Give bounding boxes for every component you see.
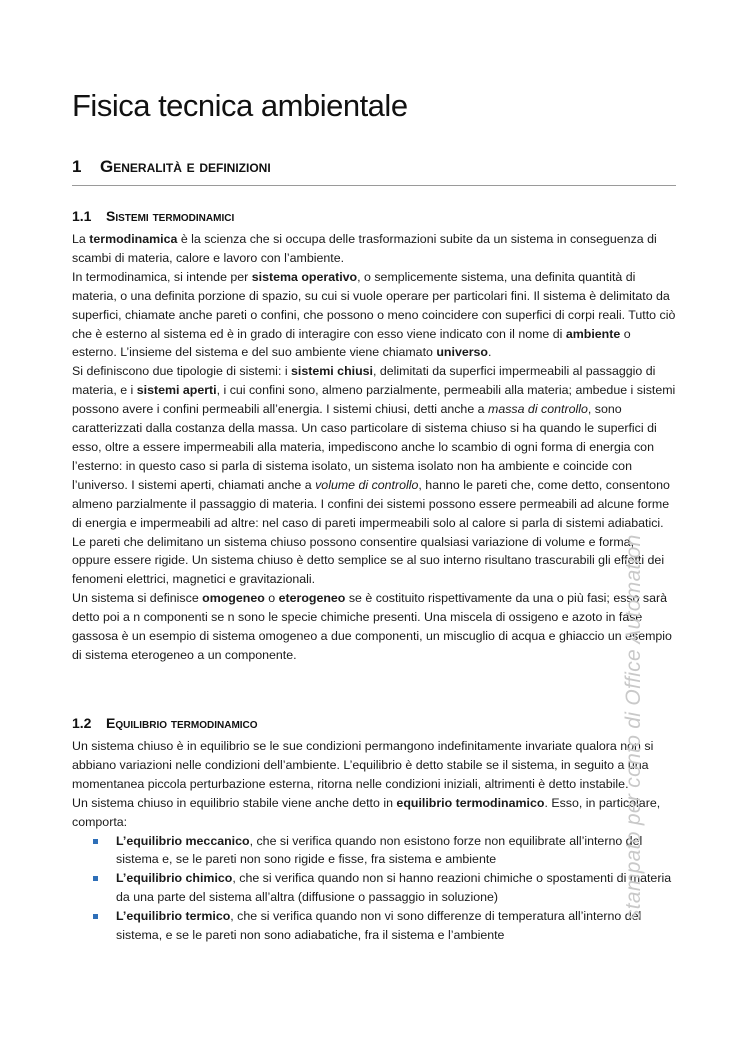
- bold-term: ambiente: [565, 326, 621, 341]
- text-run: Un sistema chiuso in equilibrio stabile viene anche detto in: [72, 795, 397, 810]
- text-run: , che si verifica quando non esistono forze non equilibrate all’interno del sistema e, se le pareti non sono rigide e fisse, fra sistema e ambiente: [116, 833, 643, 867]
- section-1-2-heading: [72, 715, 258, 731]
- square-bullet-icon: [93, 914, 98, 919]
- paragraph: [72, 589, 676, 665]
- bold-term: sistema operativo: [251, 269, 358, 284]
- section-1-1-heading: [72, 208, 234, 224]
- bold-term: L’equilibrio meccanico: [116, 833, 250, 848]
- text-run: , o semplicemente sistema, una definita quantità di materia, o una definita porzione di spazio, su cui si vuole operare per particolari fini. Il sistema è delimitato da superfici, chiamate anche pareti o confini, che possono o meno coincidere con superfici di corpi reali. Tutto ciò che è esterno al sistema ed è in grado di interagire con esso viene indicato con il nome di: [72, 269, 676, 341]
- section-1-title: Generalità e definizioni: [100, 157, 271, 176]
- text-run: . Esso, in particolare, comporta:: [72, 795, 661, 829]
- italic-term: massa di controllo: [488, 402, 588, 417]
- section-1-1-title: Sistemi termodinamici: [106, 208, 235, 224]
- bold-term: universo: [436, 345, 489, 360]
- equilibrium-list: [72, 832, 676, 945]
- paragraph: [72, 794, 676, 832]
- document-title: Fisica tecnica ambientale: [72, 88, 408, 123]
- list-item: [72, 832, 676, 870]
- bold-term: sistemi aperti: [136, 383, 217, 398]
- bold-term: L’equilibrio termico: [116, 909, 231, 924]
- section-1-2-body: [72, 737, 676, 945]
- text-run: o: [264, 591, 279, 606]
- text-run: è la scienza che si occupa delle trasformazioni subite da un sistema in conseguenza di scambi di materia, calore e lavoro con l’ambiente.: [72, 232, 657, 265]
- text-run: , che si verifica quando non vi sono differenze di temperatura all’interno del sistema, e se le pareti non sono adiabatiche, fra il sistema e l’ambiente: [116, 909, 642, 943]
- square-bullet-icon: [93, 839, 98, 844]
- text-run: , delimitati da superfici impermeabili al passaggio di materia, e i: [72, 364, 656, 398]
- text-run: , che si verifica quando non si hanno reazioni chimiche o spostamenti di materia da una parte del sistema all’altra (diffusione o passaggio in soluzione): [116, 871, 672, 905]
- section-1-number: 1: [72, 157, 82, 176]
- paragraph: [72, 230, 676, 268]
- text-run: , hanno le pareti che, come detto, consentono almeno parzialmente il passaggio di materia. I confini dei sistemi possono essere permeabili ad alcune forme di energia e impermeabili ad altre: nel caso di pareti impermeabili solo al calore si parla di sistemi adiabatici. Le pareti che delimitano un sistema chiuso possono consentire qualsiasi variazione di volume e forma, oppure essere rigide. Un sistema chiuso è detto semplice se al suo interno risultano trascurabili gli effetti dei fenomeni elettrici, magnetici e gravitazionali.: [72, 477, 670, 587]
- text-run: .: [488, 345, 492, 360]
- text-run: Un sistema si definisce: [72, 591, 203, 606]
- section-1-2-number: 1.2: [72, 715, 92, 731]
- bold-term: omogeneo: [202, 591, 265, 606]
- paragraph: [72, 737, 676, 794]
- section-1-1-number: 1.1: [72, 208, 92, 224]
- square-bullet-icon: [93, 876, 98, 881]
- italic-term: volume di controllo: [315, 477, 419, 492]
- bold-term: sistemi chiusi: [291, 364, 373, 379]
- section-1-2-title: Equilibrio termodinamico: [106, 715, 258, 731]
- list-item: [72, 907, 676, 945]
- list-item: [72, 869, 676, 907]
- text-run: se è costituito rispettivamente da una o più fasi; esso sarà detto poi a n componenti se n sono le specie chimiche presenti. Una miscela di ossigeno e azoto in fase gassosa è un esempio di sistema omogeneo a due componenti, un miscuglio di acqua e ghiaccio un esempio di sistema eterogeneo a un componente.: [72, 591, 672, 662]
- bold-term: eterogeneo: [278, 591, 346, 606]
- section-1-1-body: [72, 230, 676, 665]
- text-run: Un sistema chiuso è in equilibrio se le sue condizioni permangono indefinitamente invariate qualora non si abbiano variazioni nelle condizioni dell’ambiente. L’equilibrio è detto stabile se il sistema, in seguito a una momentanea piccola perturbazione esterna, ritorna nelle condizioni iniziali, altrimenti è detto instabile.: [72, 739, 654, 791]
- bold-term: L’equilibrio chimico: [116, 871, 233, 886]
- watermark: stampato per conto di Office Automation: [622, 534, 645, 920]
- text-run: , i cui confini sono, almeno parzialmente, permeabili alla materia; ambedue i sistemi possono avere i confini permeabili all’energia. I sistemi chiusi, detti anche a: [72, 383, 676, 417]
- text-run: Si definiscono due tipologie di sistemi: i: [72, 364, 292, 379]
- paragraph: [72, 362, 676, 589]
- bold-term: termodinamica: [89, 232, 178, 246]
- text-run: o esterno. L’insieme del sistema e del suo ambiente viene chiamato: [72, 326, 631, 360]
- paragraph: [72, 268, 676, 363]
- text-run: La: [72, 232, 90, 246]
- bold-term: equilibrio termodinamico: [396, 795, 545, 810]
- text-run: In termodinamica, si intende per: [72, 269, 252, 284]
- text-run: , sono caratterizzati dalla costanza della massa. Un caso particolare di sistema chiuso si ha quando le superfici di esso, oltre a essere impermeabili alla materia, impediscono anche lo scambio di ogni forma di energia con l’esterno: in questo caso si parla di sistema isolato, un sistema isolato non ha ambiente e coincide con l’universo. I sistemi aperti, chiamati anche a: [72, 402, 657, 492]
- section-1-heading: [72, 157, 676, 186]
